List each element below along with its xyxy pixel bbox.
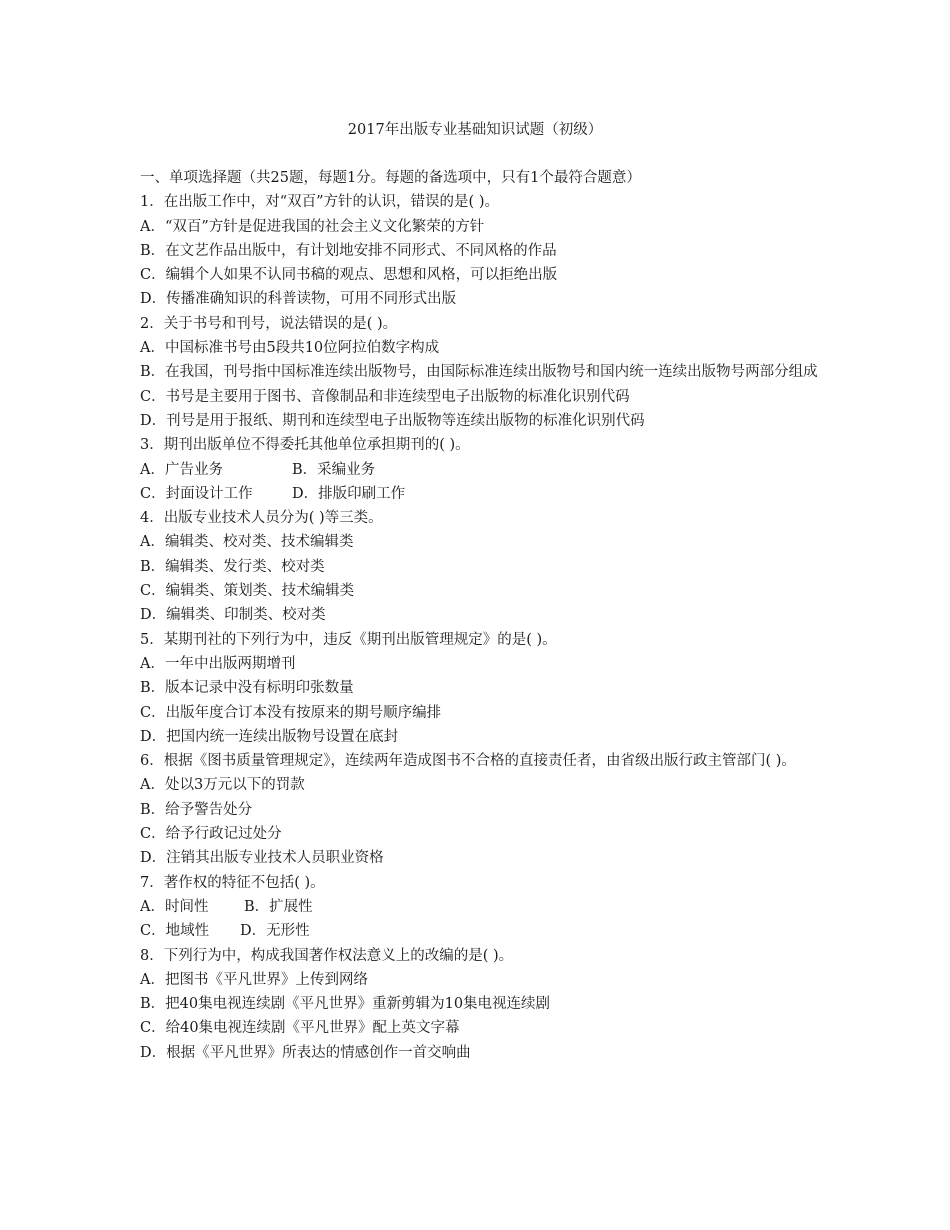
question-8-option-b: B．把40集电视连续剧《平凡世界》重新剪辑为10集电视连续剧 bbox=[140, 996, 551, 1013]
question-7-option-c: C．地域性 bbox=[140, 923, 210, 940]
question-1-option-b: B．在文艺作品出版中，有计划地安排不同形式、不同风格的作品 bbox=[140, 242, 557, 259]
document-title: 2017年出版专业基础知识试题（初级） bbox=[347, 122, 603, 138]
question-6-option-b: B．给予警告处分 bbox=[140, 801, 253, 818]
question-3-option-a: A．广告业务 bbox=[140, 461, 223, 478]
question-2-option-a: A．中国标准书号由5段共10位阿拉伯数字构成 bbox=[140, 340, 440, 357]
question-8-option-d: D．根据《平凡世界》所表达的情感创作一首交响曲 bbox=[140, 1044, 471, 1061]
question-8-stem: 8．下列行为中，构成我国著作权法意义上的改编的是( )。 bbox=[140, 947, 514, 964]
question-6-option-c: C．给予行政记过处分 bbox=[140, 826, 282, 843]
question-list bbox=[140, 166, 820, 1065]
question-6-option-a: A．处以3万元以下的罚款 bbox=[140, 777, 305, 794]
question-5-option-a: A．一年中出版两期增刊 bbox=[140, 655, 296, 672]
question-4-stem: 4．出版专业技术人员分为( )等三类。 bbox=[140, 510, 383, 527]
question-2-option-d: D．刊号是用于报纸、期刊和连续型电子出版物等连续出版物的标准化识别代码 bbox=[140, 412, 645, 429]
question-7-options-row-1 bbox=[140, 895, 820, 919]
question-6-stem: 6．根据《图书质量管理规定》，连续两年造成图书不合格的直接责任者，由省级出版行政主管部门( )。 bbox=[140, 753, 796, 770]
question-5-option-b: B．版本记录中没有标明印张数量 bbox=[140, 680, 354, 697]
question-6-option-d: D．注销其出版专业技术人员职业资格 bbox=[140, 850, 384, 867]
question-7-stem: 7．著作权的特征不包括( )。 bbox=[140, 874, 325, 891]
question-5-stem: 5．某期刊社的下列行为中，违反《期刊出版管理规定》的是( )。 bbox=[140, 631, 557, 648]
question-1-stem: 1．在出版工作中，对“双百”方针的认识，错误的是( )。 bbox=[140, 194, 499, 211]
question-7-option-a: A．时间性 bbox=[140, 898, 209, 915]
question-4-option-d: D．编辑类、印制类、校对类 bbox=[140, 607, 326, 624]
question-3-options-row-1 bbox=[140, 458, 820, 482]
section-heading: 一、单项选择题（共25题，每题1分。每题的备选项中，只有1个最符合题意） bbox=[140, 170, 641, 186]
question-3-option-d: D．排版印刷工作 bbox=[292, 485, 406, 502]
question-2-option-c: C．书号是主要用于图书、音像制品和非连续型电子出版物的标准化识别代码 bbox=[140, 388, 630, 405]
question-3-stem: 3．期刊出版单位不得委托其他单位承担期刊的( )。 bbox=[140, 437, 470, 454]
question-1-option-a: A．“双百”方针是促进我国的社会主义文化繁荣的方针 bbox=[140, 218, 485, 235]
question-7-options-row-2 bbox=[140, 919, 820, 943]
question-3-options-row-2 bbox=[140, 482, 820, 506]
question-7-option-d: D．无形性 bbox=[240, 923, 310, 940]
question-3-option-c: C．封面设计工作 bbox=[140, 485, 253, 502]
question-4-option-c: C．编辑类、策划类、技术编辑类 bbox=[140, 583, 355, 600]
question-4-option-a: A．编辑类、校对类、技术编辑类 bbox=[140, 534, 354, 551]
question-8-option-a: A．把图书《平凡世界》上传到网络 bbox=[140, 971, 368, 988]
question-2-option-b: B．在我国，刊号指中国标准连续出版物号，由国际标准连续出版物号和国内统一连续出版物号两部分组成 bbox=[140, 364, 818, 381]
question-4-option-b: B．编辑类、发行类、校对类 bbox=[140, 558, 325, 575]
question-3-option-b: B．采编业务 bbox=[292, 461, 376, 478]
question-5-option-c: C．出版年度合订本没有按原来的期号顺序编排 bbox=[140, 704, 442, 721]
question-1-option-d: D．传播准确知识的科普读物，可用不同形式出版 bbox=[140, 291, 457, 308]
question-1-option-c: C．编辑个人如果不认同书稿的观点、思想和风格，可以拒绝出版 bbox=[140, 267, 558, 284]
question-7-option-b: B．扩展性 bbox=[244, 898, 313, 915]
question-2-stem: 2．关于书号和刊号，说法错误的是( )。 bbox=[140, 315, 398, 332]
question-8-option-c: C．给40集电视连续剧《平凡世界》配上英文字幕 bbox=[140, 1020, 460, 1037]
question-5-option-d: D．把国内统一连续出版物号设置在底封 bbox=[140, 728, 399, 745]
